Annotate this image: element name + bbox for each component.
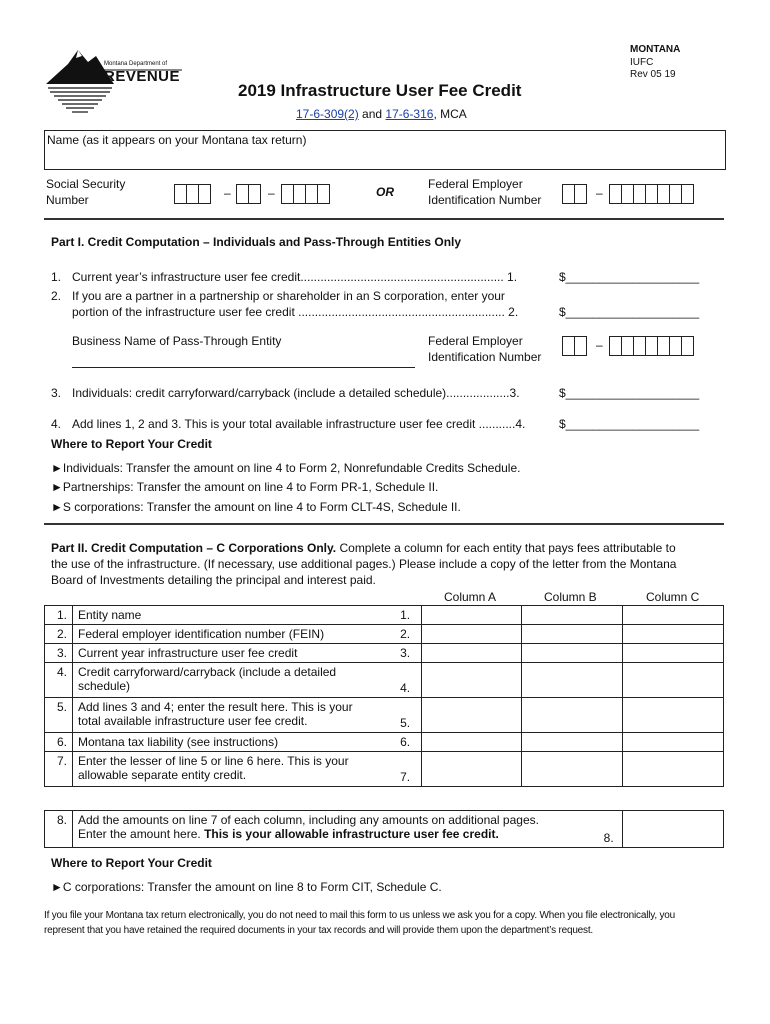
part2-row-text2: schedule) (77, 679, 131, 693)
part2-row-description (72, 625, 395, 644)
part1-line2-amount[interactable]: $____________________ (559, 305, 700, 319)
part2-row-text1: Current year infrastructure user fee credit (77, 646, 298, 660)
part2-row (45, 606, 724, 625)
column-b-cell[interactable] (522, 644, 623, 663)
part2-row-ref: 3. (395, 644, 421, 663)
part2-heading-line3: Board of Investments detailing the principal and interest paid. (51, 573, 376, 587)
part1-where-heading: Where to Report Your Credit (51, 437, 212, 451)
part2-row-ref: 2. (395, 625, 421, 644)
divider-2 (44, 523, 724, 525)
part2-row-description (72, 698, 395, 733)
column-c-cell[interactable] (623, 625, 724, 644)
business-fein-dash: – (596, 338, 603, 352)
part1-line1-number: 1. (51, 270, 62, 284)
column-a-cell[interactable] (421, 625, 522, 644)
part2-row (45, 644, 724, 663)
part2-row-number: 6. (45, 733, 73, 752)
business-fein-part2[interactable] (609, 336, 693, 358)
part2-row-description (72, 752, 395, 787)
line8-description (72, 811, 598, 848)
column-b-header: Column B (544, 590, 597, 604)
part1-heading: Part I. Credit Computation – Individuals and Pass-Through Entities Only (51, 235, 462, 249)
line8-ref: 8. (599, 811, 623, 848)
column-b-cell[interactable] (522, 625, 623, 644)
part2-row-description (72, 733, 395, 752)
footer-line1: If you file your Montana tax return electronically, you do not need to mail this form to us unless we ask you for a copy. When you file electronically, you (44, 910, 675, 921)
column-c-cell[interactable] (623, 698, 724, 733)
part2-row-text2: total available infrastructure user fee credit. (77, 714, 308, 728)
logo-subtitle: Montana Department of (104, 61, 168, 67)
part1-line2-text1: If you are a partner in a partnership or shareholder in an S corporation, enter your (72, 289, 505, 303)
state-label: MONTANA (630, 44, 681, 55)
part2-row-text1: Credit carryforward/carryback (include a detailed (77, 665, 337, 679)
part2-row-text2: allowable separate entity credit. (77, 768, 247, 782)
column-b-cell[interactable] (522, 752, 623, 787)
column-b-cell[interactable] (522, 698, 623, 733)
part2-row (45, 625, 724, 644)
part1-line4-number: 4. (51, 417, 62, 431)
part2-row-ref: 6. (395, 733, 421, 752)
line8-text2b: This is your allowable infrastructure user fee credit. (204, 827, 499, 841)
name-label: Name (as it appears on your Montana tax return) (47, 133, 307, 147)
part2-row-description (72, 663, 395, 698)
fein-part1[interactable] (562, 184, 586, 206)
part2-heading-bold: Part II. Credit Computation – C Corporations Only. (51, 541, 337, 555)
part2-row (45, 663, 724, 698)
column-a-cell[interactable] (421, 644, 522, 663)
part2-row-number: 7. (45, 752, 73, 787)
part1-line3-number: 3. (51, 386, 62, 400)
part2-row-number: 3. (45, 644, 73, 663)
column-a-cell[interactable] (421, 663, 522, 698)
part2-row-number: 1. (45, 606, 73, 625)
part2-heading (51, 540, 721, 588)
ssn-part1[interactable] (174, 184, 210, 206)
statute-link-2[interactable]: 17-6-316 (385, 107, 434, 121)
column-b-cell[interactable] (522, 606, 623, 625)
part2-table (44, 605, 724, 787)
part1-report-partnerships: ►Partnerships: Transfer the amount on line 4 to Form PR-1, Schedule II. (51, 480, 439, 494)
ssn-dash-1: – (224, 186, 231, 200)
fein-label-line1: Federal Employer (428, 177, 523, 191)
column-c-cell[interactable] (623, 644, 724, 663)
ssn-label-line1: Social Security (46, 177, 126, 191)
part2-report-c-corps: ►C corporations: Transfer the amount on line 8 to Form CIT, Schedule C. (51, 880, 442, 894)
part1-line2-number: 2. (51, 289, 62, 303)
column-a-cell[interactable] (421, 752, 522, 787)
part2-row (45, 752, 724, 787)
footer-line2: represent that you have retained the required documents in your tax records and will provide them upon the department’s request. (44, 925, 593, 936)
fein-dash: – (596, 186, 603, 200)
column-c-cell[interactable] (623, 606, 724, 625)
ssn-dash-2: – (268, 186, 275, 200)
part2-row-text1: Enter the lesser of line 5 or line 6 here. This is your (77, 754, 349, 768)
statute-link-1[interactable]: 17-6-309(2) (296, 107, 359, 121)
part1-line2-text2: portion of the infrastructure user fee credit .............................................................. 2. (72, 305, 519, 319)
column-a-cell[interactable] (421, 698, 522, 733)
part2-where-heading: Where to Report Your Credit (51, 856, 212, 870)
line8-text2a: Enter the amount here. (77, 827, 205, 841)
part2-row-description (72, 606, 395, 625)
citation-suffix: , MCA (433, 107, 467, 121)
part1-line4-text: Add lines 1, 2 and 3. This is your total available infrastructure user fee credit ...........4. (72, 417, 526, 431)
part2-heading-rest: Complete a column for each entity that pays fees attributable to (336, 541, 676, 555)
part2-row-number: 4. (45, 663, 73, 698)
line8-text1: Add the amounts on line 7 of each column, including any amounts on additional pages. (77, 813, 539, 827)
column-a-cell[interactable] (421, 606, 522, 625)
column-a-cell[interactable] (421, 733, 522, 752)
part2-row-number: 5. (45, 698, 73, 733)
form-title: 2019 Infrastructure User Fee Credit (238, 81, 522, 100)
part2-row-description (72, 644, 395, 663)
part1-line3-amount[interactable]: $____________________ (559, 386, 700, 400)
ssn-part2[interactable] (236, 184, 260, 206)
ssn-label-line2: Number (46, 193, 89, 207)
part2-row-number: 2. (45, 625, 73, 644)
or-label: OR (376, 185, 394, 199)
part1-line4-amount[interactable]: $____________________ (559, 417, 700, 431)
part1-report-s-corps: ►S corporations: Transfer the amount on line 4 to Form CLT-4S, Schedule II. (51, 500, 461, 514)
line8-amount-cell[interactable] (623, 811, 724, 848)
part2-row (45, 698, 724, 733)
business-fein-label (428, 333, 541, 365)
part2-row-ref: 7. (395, 752, 421, 787)
business-fein-label-line2: Identification Number (428, 350, 542, 364)
part2-row-ref: 4. (395, 663, 421, 698)
part2-row-text1: Entity name (77, 608, 142, 622)
business-name-label: Business Name of Pass-Through Entity (72, 334, 282, 348)
form-code: IUFC (630, 57, 654, 68)
footer-note (44, 908, 734, 938)
part2-row-ref: 5. (395, 698, 421, 733)
column-c-cell[interactable] (623, 733, 724, 752)
part2-heading-line2: the use of the infrastructure. (If necessary, use additional pages.) Please include a copy of the letter from the Montana (51, 557, 677, 571)
ssn-part3[interactable] (281, 184, 329, 206)
statute-citation (296, 107, 467, 121)
column-c-cell[interactable] (623, 663, 724, 698)
fein-label-line2: Identification Number (428, 193, 542, 207)
divider-1 (44, 218, 724, 220)
column-c-header: Column C (646, 590, 700, 604)
column-b-cell[interactable] (522, 663, 623, 698)
business-name-field[interactable] (72, 367, 415, 368)
part1-line3-text: Individuals: credit carryforward/carryback (include a detailed schedule)...................3. (72, 386, 520, 400)
ssn-label (46, 176, 125, 208)
column-a-header: Column A (444, 590, 497, 604)
line8-number: 8. (45, 811, 73, 848)
part2-row (45, 733, 724, 752)
line8-table (44, 810, 724, 848)
column-b-cell[interactable] (522, 733, 623, 752)
fein-label (428, 176, 541, 208)
column-c-cell[interactable] (623, 752, 724, 787)
part2-row-text1: Federal employer identification number (FEIN) (77, 627, 325, 641)
part1-line1-amount[interactable]: $____________________ (559, 270, 700, 284)
revision-label: Rev 05 19 (630, 69, 676, 80)
part2-row-text1: Montana tax liability (see instructions) (77, 735, 279, 749)
business-fein-label-line1: Federal Employer (428, 334, 523, 348)
part1-line1-text: Current year’s infrastructure user fee credit............................................................. 1. (72, 270, 518, 284)
part2-row-text1: Add lines 3 and 4; enter the result here. This is your (77, 700, 353, 714)
part2-row-ref: 1. (395, 606, 421, 625)
logo-wordmark: REVENUE (104, 68, 181, 85)
fein-part2[interactable] (609, 184, 693, 206)
business-fein-part1[interactable] (562, 336, 586, 358)
part1-report-individuals: ►Individuals: Transfer the amount on line 4 to Form 2, Nonrefundable Credits Schedule. (51, 461, 521, 475)
citation-and: and (362, 107, 383, 121)
